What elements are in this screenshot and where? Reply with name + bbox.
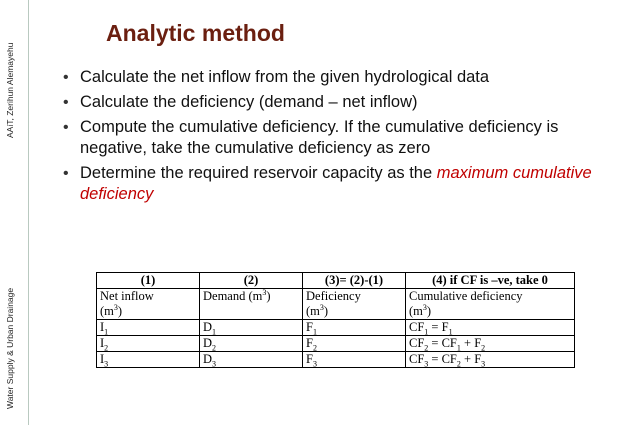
table-cell [303,320,406,336]
table-row [97,336,575,352]
cell-symbol: = F [428,320,449,334]
cell-symbol: I [100,320,105,334]
cell-sub: 3 [212,359,217,369]
table-cell [200,352,303,368]
cell-unit: (m [409,304,423,318]
cell-sub: 1 [312,327,317,337]
cell-label: Deficiency [306,289,361,303]
table-header-row [97,273,575,289]
cell-sub: 2 [312,343,317,353]
cell-symbol: I [100,352,105,366]
bullet-text: Determine the required reservoir capacity as the [80,164,437,182]
cell-sub: 1 [448,327,453,337]
header-cell: (3)= (2)-(1) [303,273,406,289]
cell-symbol: CF [409,320,425,334]
cell-close: ) [426,304,432,318]
table-cell [406,336,575,352]
table-row [97,320,575,336]
reservoir-table [96,272,575,368]
table-units-row [97,289,575,320]
table-cell [97,336,200,352]
cell-close: ) [323,304,329,318]
cell-symbol: + F [460,336,482,350]
cell-label: Cumulative deficiency [409,289,523,303]
cell-sub: 3 [104,359,109,369]
bullet-item [62,117,622,159]
bullet-dot-icon: • [63,165,69,182]
cell-unit: (m [100,304,114,318]
slide-title: Analytic method [106,20,285,46]
table-cell [406,289,575,320]
cell-sub: 1 [104,327,109,337]
course-label: Water Supply & Urban Drainage [5,287,15,409]
cell-symbol: D [203,320,213,334]
table-cell [303,336,406,352]
cell-label: Net inflow [100,289,154,303]
cell-exp: 3 [113,302,118,312]
author-label: AAiT, Zerihun Alemayehu [5,42,15,138]
cell-symbol: I [100,336,105,350]
table-cell [303,352,406,368]
cell-symbol: F [306,336,313,350]
table-cell [97,289,200,320]
cell-unit: (m [306,304,320,318]
bullet-item [62,67,622,88]
bullet-item [62,163,622,205]
cell-exp: 3 [262,287,267,297]
bullet-text: Calculate the deficiency (demand – net inflow) [80,93,418,111]
cell-symbol: F [306,320,313,334]
bullet-dot-icon: • [63,94,69,111]
table-cell [200,289,303,320]
cell-sub: 2 [481,343,486,353]
header-cell: (1) [97,273,200,289]
cell-sub: 3 [424,359,429,369]
cell-sub: 3 [481,359,486,369]
cell-exp: 3 [422,302,427,312]
bullet-emphasis: maximum cumulative deficiency [80,164,592,203]
cell-exp: 3 [319,302,324,312]
cell-symbol: D [203,336,213,350]
table-cell [303,289,406,320]
table-cell [200,320,303,336]
cell-sub: 2 [424,343,429,353]
table-cell [406,352,575,368]
cell-label: Demand (m [203,289,263,303]
cell-sub: 1 [424,327,429,337]
slide-sidebar [0,0,29,425]
cell-sub: 2 [104,343,109,353]
cell-close: ) [266,289,271,303]
bullet-dot-icon: • [63,119,69,136]
table-row [97,352,575,368]
table-cell [200,336,303,352]
cell-sub: 1 [212,327,217,337]
cell-symbol: CF [409,352,425,366]
table-cell [97,352,200,368]
cell-symbol: CF [409,336,425,350]
header-cell: (4) if CF is –ve, take 0 [406,273,575,289]
bullet-dot-icon: • [63,69,69,86]
bullet-list [62,67,622,209]
cell-symbol: D [203,352,213,366]
cell-close: ) [117,304,123,318]
cell-sub: 2 [456,359,461,369]
cell-symbol: F [306,352,313,366]
bullet-text: Compute the cumulative deficiency. If the cumulative deficiency is negative, take the cumulative deficiency as zero [80,118,559,157]
table-cell [97,320,200,336]
header-cell: (2) [200,273,303,289]
bullet-text: Calculate the net inflow from the given hydrological data [80,68,490,86]
cell-sub: 3 [312,359,317,369]
cell-symbol: = CF [428,336,457,350]
cell-symbol: = CF [428,352,457,366]
cell-sub: 1 [456,343,461,353]
cell-sub: 2 [212,343,217,353]
table-cell [406,320,575,336]
cell-symbol: + F [460,352,482,366]
bullet-item [62,92,622,113]
